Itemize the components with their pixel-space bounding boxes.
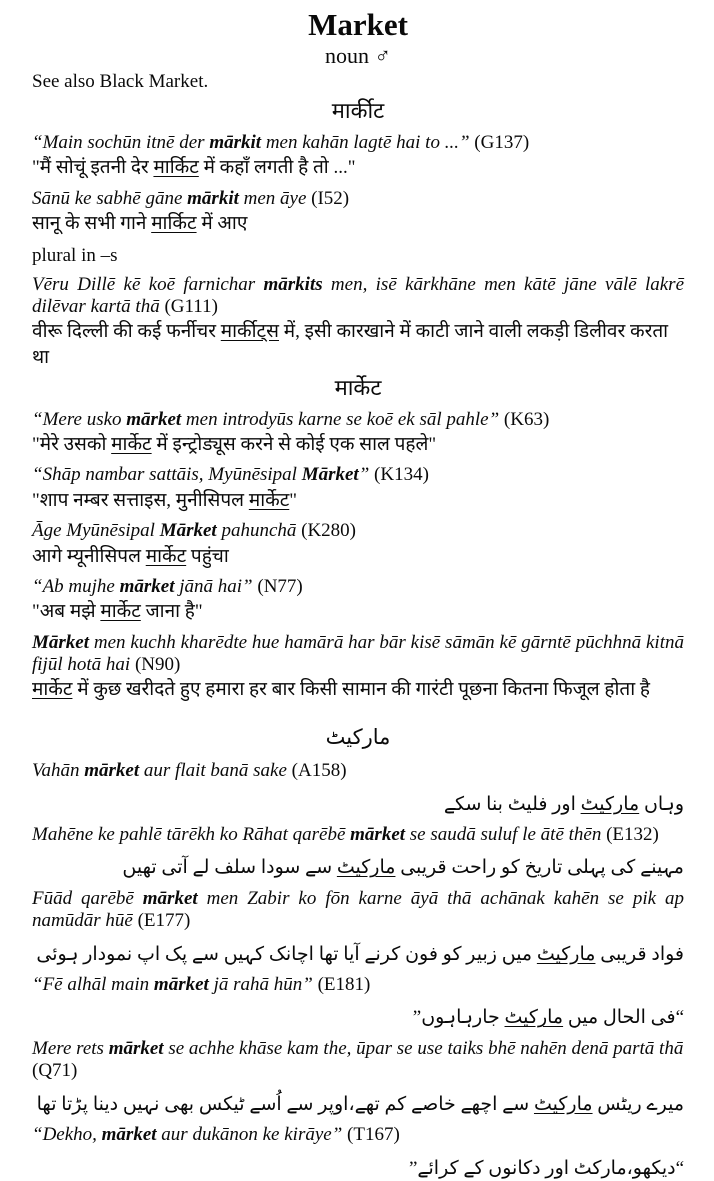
- text-segment: जाना है": [141, 601, 203, 622]
- text-segment: मार्कीट्स: [221, 321, 279, 342]
- text-segment: جارہاہوں”: [413, 1007, 505, 1028]
- example-latin: [32, 760, 684, 782]
- text-segment: aur dukānon ke kirāye”: [157, 1124, 347, 1145]
- text-segment: “Mere usko: [32, 409, 126, 430]
- text-segment: (T167): [347, 1124, 400, 1145]
- section-heading-hindi-markit: मार्कीट: [32, 98, 684, 124]
- text-segment: (G137): [474, 132, 529, 153]
- text-segment: مارکیٹ: [505, 1007, 564, 1028]
- text-segment: mārkits: [264, 274, 323, 295]
- text-segment: مارکیٹ: [337, 857, 396, 878]
- text-segment: में इन्ट्रोड्यूस करने से कोई एक साल पहले": [152, 434, 437, 455]
- text-segment: “Shāp nambar sattāis, Myūnēsipal: [32, 464, 302, 485]
- text-segment: वीरू दिल्ली की कई फर्नीचर: [32, 321, 221, 342]
- text-segment: Mere rets: [32, 1038, 109, 1059]
- translation-hindi: [32, 599, 684, 625]
- text-segment: (N90): [135, 654, 180, 675]
- text-segment: mārkit: [187, 188, 239, 209]
- text-segment: مارکیٹ: [534, 1094, 593, 1115]
- text-segment: men introdyūs karne se koē ek sāl pahle”: [181, 409, 504, 430]
- text-segment: में कुछ खरीदते हुए हमारा हर बार किसी सामान की गारंटी पूछना कितना फिजूल होता है: [72, 679, 650, 700]
- text-segment: में कहाँ लगती है तो ...": [199, 157, 356, 178]
- text-segment: आगे म्यूनीसिपल: [32, 546, 146, 567]
- text-segment: Mārket: [160, 520, 217, 541]
- text-segment: Mārket: [32, 632, 89, 653]
- text-segment: وہاں: [639, 794, 684, 815]
- text-segment: مارکیٹ: [537, 944, 596, 965]
- text-segment: “Fē alhāl main: [32, 974, 154, 995]
- example-latin: [32, 1124, 684, 1146]
- text-segment: Vahān: [32, 760, 84, 781]
- translation-hindi: [32, 432, 684, 458]
- text-segment: (K134): [374, 464, 429, 485]
- example-latin: [32, 1038, 684, 1082]
- translation-urdu: [32, 1093, 684, 1118]
- text-segment: (E181): [318, 974, 371, 995]
- text-segment: (K280): [301, 520, 356, 541]
- text-segment: men kahān lagtē hai to ...”: [261, 132, 474, 153]
- text-segment: में आए: [197, 213, 248, 234]
- example-latin: [32, 888, 684, 932]
- translation-hindi: [32, 488, 684, 514]
- example-latin: [32, 409, 684, 431]
- page-title: Market: [32, 8, 684, 42]
- see-also-note: See also Black Market.: [32, 71, 684, 93]
- text-segment: “دیکھو،مارکٹ اور دکانوں کے کرائے”: [409, 1158, 684, 1179]
- text-segment: (Q71): [32, 1060, 77, 1081]
- text-segment: فواد قریبی: [595, 944, 684, 965]
- text-segment: مہینے کی پہلی تاریخ کو راحت قریبی: [395, 857, 684, 878]
- text-segment: (K63): [504, 409, 549, 430]
- text-segment: मार्केट: [111, 434, 151, 455]
- text-segment: se saudā suluf le ātē thēn: [405, 824, 606, 845]
- text-segment: Āge Myūnēsipal: [32, 520, 160, 541]
- text-segment: “Main sochūn itnē der: [32, 132, 209, 153]
- section-heading-hindi-market: मार्केट: [32, 375, 684, 401]
- text-segment: mārket: [120, 576, 175, 597]
- text-segment: "अब मझे: [32, 601, 100, 622]
- text-segment: men Zabir ko fōn karne āyā thā achānak kahēn se pik ap namūdār hūē: [32, 888, 684, 931]
- text-segment: men kuchh kharēdte hue hamārā har bār kisē sāmān kē gārntē pūchhnā kitnā fijūl hotā hai: [32, 632, 684, 675]
- translation-urdu: [32, 793, 684, 818]
- translation-hindi: [32, 155, 684, 181]
- text-segment: ”: [359, 464, 374, 485]
- text-segment: मार्केट: [146, 546, 186, 567]
- text-segment: mārket: [102, 1124, 157, 1145]
- example-latin: [32, 576, 684, 598]
- text-segment: میں زبیر کو فون کرنے آیا تھا اچانک کہیں سے پک اپ نمودار ہوئی: [36, 944, 536, 965]
- text-segment: سے اچھے خاصے کم تھے،اوپر سے اُسے ٹیکس بھی نہیں دینا پڑتا تھا: [37, 1094, 534, 1115]
- text-segment: "मैं सोचूं इतनी देर: [32, 157, 153, 178]
- example-latin: [32, 632, 684, 676]
- text-segment: میرے ریٹس: [593, 1094, 684, 1115]
- text-segment: mārket: [154, 974, 209, 995]
- text-segment: Mahēne ke pahlē tārēkh ko Rāhat qarēbē: [32, 824, 350, 845]
- text-segment: (A158): [292, 760, 347, 781]
- text-segment: mārket: [350, 824, 405, 845]
- text-segment: मार्केट: [32, 679, 72, 700]
- part-of-speech: noun: [325, 43, 369, 68]
- translation-hindi: [32, 677, 684, 703]
- text-segment: mārkit: [209, 132, 261, 153]
- example-latin: [32, 132, 684, 154]
- text-segment: मार्किट: [151, 213, 196, 234]
- text-segment: jānā hai”: [175, 576, 258, 597]
- text-segment: मार्किट: [153, 157, 198, 178]
- text-segment: में, इसी कारखाने में काटी जाने वाली लकड़ी डिलीवर करता था: [32, 321, 668, 368]
- male-sign-icon: ♂: [375, 43, 392, 68]
- example-latin: [32, 974, 684, 996]
- text-segment: اور فلیٹ بنا سکے: [444, 794, 581, 815]
- text-segment: (G111): [164, 296, 217, 317]
- example-latin: [32, 520, 684, 542]
- text-segment: “Dekho,: [32, 1124, 102, 1145]
- text-segment: पहुंचा: [186, 546, 229, 567]
- text-segment: mārket: [143, 888, 198, 909]
- translation-hindi: [32, 544, 684, 570]
- text-segment: (E177): [138, 910, 191, 931]
- text-segment: "मेरे उसको: [32, 434, 111, 455]
- text-segment: मार्केट: [100, 601, 140, 622]
- text-segment: Fūād qarēbē: [32, 888, 143, 909]
- text-segment: (I52): [311, 188, 349, 209]
- text-segment: aur flait banā sake: [139, 760, 292, 781]
- part-of-speech-line: [32, 43, 684, 68]
- example-latin: [32, 188, 684, 210]
- text-segment: मार्केट: [249, 490, 289, 511]
- text-segment: ": [289, 490, 297, 511]
- example-latin: [32, 824, 684, 846]
- translation-urdu: [32, 1157, 684, 1181]
- text-segment: مارکیٹ: [581, 794, 640, 815]
- translation-hindi: [32, 211, 684, 237]
- text-segment: (E132): [606, 824, 659, 845]
- example-latin: [32, 464, 684, 486]
- text-segment: men āye: [239, 188, 311, 209]
- text-segment: Sānū ke sabhē gāne: [32, 188, 187, 209]
- text-segment: “فی الحال میں: [563, 1007, 684, 1028]
- text-segment: Vēru Dillē kē koē farnichar: [32, 274, 264, 295]
- example-latin: [32, 274, 684, 318]
- text-segment: pahunchā: [217, 520, 301, 541]
- text-segment: सानू के सभी गाने: [32, 213, 151, 234]
- text-segment: “Ab mujhe: [32, 576, 120, 597]
- text-segment: (N77): [257, 576, 302, 597]
- text-segment: mārket: [126, 409, 181, 430]
- text-segment: Mārket: [302, 464, 359, 485]
- translation-urdu: [32, 1006, 684, 1031]
- translation-hindi: [32, 319, 684, 370]
- plural-note: plural in –s: [32, 245, 684, 267]
- translation-urdu: [32, 856, 684, 881]
- text-segment: se achhe khāse kam the, ūpar se use taiks bhē nahēn denā partā thā: [164, 1038, 684, 1059]
- section-heading-urdu-market: مارکیٹ: [32, 725, 684, 750]
- text-segment: mārket: [109, 1038, 164, 1059]
- text-segment: mārket: [84, 760, 139, 781]
- text-segment: men, isē kārkhāne men kātē jāne vālē lakrē dilēvar kartā thā: [32, 274, 684, 317]
- translation-urdu: [32, 943, 684, 968]
- text-segment: سے سودا سلف لے آتی تھیں: [122, 857, 336, 878]
- text-segment: "शाप नम्बर सत्ताइस, मुनीसिपल: [32, 490, 249, 511]
- text-segment: jā rahā hūn”: [209, 974, 318, 995]
